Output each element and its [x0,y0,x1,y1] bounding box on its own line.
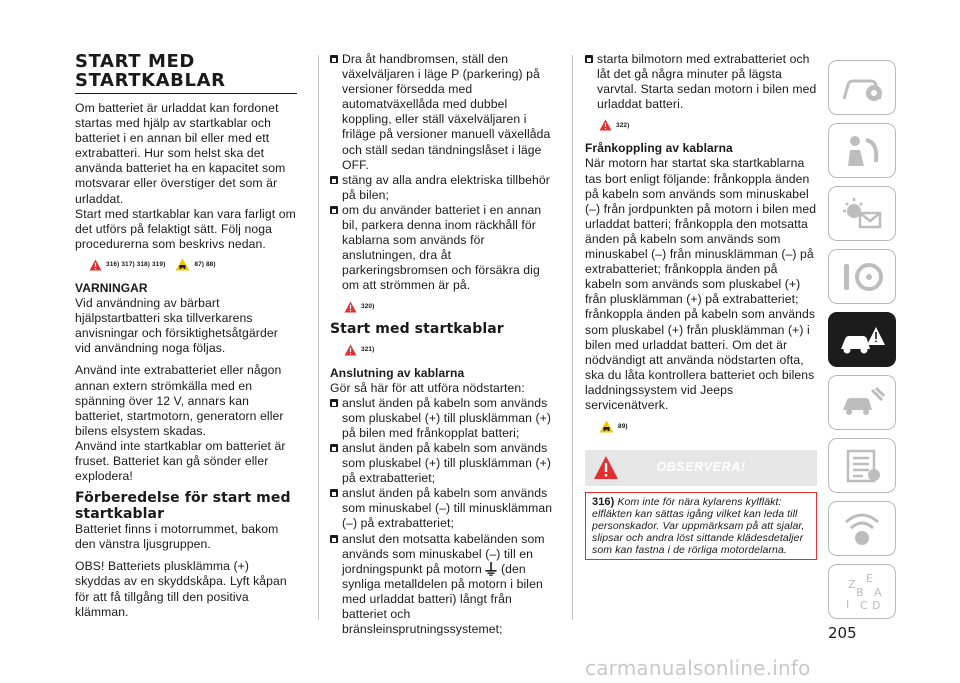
bullet-icon [330,535,338,543]
bullet-icon [330,444,338,452]
warning-ref-320: 320) [344,297,558,317]
preparation-heading: Förberedelse för start med startkablar [75,490,291,523]
bullet-item: starta bilmotorn med extrabatteriet och låt det gå några minuter på lägsta varvtal. Starta sedan motorn i bilen med urladdat batteri. [585,52,817,112]
warning-paragraph-1: Vid användning av bärbart hjälpstartbatteri ska tillverkarens anvisningar och försiktighetsåtgärder vid användning noga följas. [75,296,278,356]
svg-text:A: A [874,585,882,599]
svg-text:B: B [856,585,864,599]
bullet-item: anslut änden på kabeln som används som minuskabel (–) till minusklämman (–) på extrabatteriet; [330,486,558,531]
svg-text:Z: Z [848,577,856,591]
page-number: 205 [828,624,857,642]
preparation-paragraph-2: OBS! Batteriets plusklämma (+) skyddas av en skyddskåpa. Lyft kåpan för att få tillgång till den positiva klämman. [75,559,287,619]
bullet-icon [330,399,338,407]
tab-lights[interactable] [828,186,896,241]
bullet-icon [330,206,338,214]
dashboard-icon [838,69,886,107]
safety-icon [838,132,886,170]
svg-text:C: C [860,598,868,612]
danger-icon [89,259,102,271]
bullet-icon [330,176,338,184]
danger-icon [599,119,612,131]
ground-symbol-icon [485,562,497,576]
intro-paragraph-2: Start med startkablar kan vara farligt om det utförs på felaktigt sätt. Följ noga procedurerna som beskrivs nedan. [75,206,296,251]
tab-technical-data[interactable] [828,438,896,493]
bullet-item: anslut den motsatta kabeländen som används som minuskabel (–) till en jordningspunkt på motorn (den synliga metalldelen på motorn i bilen med urladdat batteri) långt från batteriet och bränsleinsprutningssystemet; [330,532,558,638]
bullet-item: om du använder batteriet i en annan bil, parkera denna inom räckhåll för kablarna som används för anslutningen, dra åt parkeringsbromsen och försäkra dig om att strömmen är på. [330,203,558,294]
disconnection-paragraph: När motorn har startat ska startkablarna tas bort enligt följande: frånkoppla änden på kabeln som används som minuskabel (–) från jordpunkten på motorn i bilen med urladdat batteri; frånkoppla den motsatta änden på kabeln som används som minuskabel (–) från minusklämman (–) på extrabatteriet; frånkoppla änden på kabeln som används som pluskabel (+) från plusklämman (+) på extrabatteriet; frånkoppla änden på kabeln som används som pluskabel (+) från plusklämman (+) i bilen med urladdat batteri. Om det är nödvändigt att använda nödstarten ofta, ska du låta kontrollera batteriet och bilens laddningssystem vid Jeeps servicenätverk. [585,156,817,412]
multimedia-icon [838,510,886,548]
caution-box [585,492,817,560]
warning-refs [89,255,297,275]
bullet-item: Dra åt handbromsen, ställ den växelväljaren i läge P (parkering) på versioner försedda med automatväxellåda med dubbel koppling, eller ställ växelväljaren i friläge på versioner manuell växellåda och ställ sedan tändningslåset i läge OFF. [330,52,558,173]
tab-safety[interactable] [828,123,896,178]
danger-refs: 316) 317) 318) 319) [106,261,166,269]
tab-maintenance[interactable] [828,375,896,430]
starting-driving-icon [838,258,886,296]
connection-intro: Gör så här för att utföra nödstarten: [330,380,525,395]
watermark: carmanualsonline.info [585,656,811,680]
page-title [75,52,297,94]
warnings-heading: VARNINGAR [75,280,148,295]
svg-text:E: E [866,571,873,585]
preparation-paragraph-1: Batteriet finns i motorrummet, bakom den vänstra ljusgruppen. [75,522,279,552]
caution-refs: 87) 88) [194,261,216,269]
emergency-icon [837,321,887,359]
caution-title: OBSERVERA! [656,460,746,475]
svg-text:I: I [846,597,850,611]
disconnection-heading: Frånkoppling av kablarna [585,141,733,156]
title-line-2: STARTKABLAR [75,70,226,91]
warning-ref-321: 321) [344,340,558,360]
intro-paragraph: Om batteriet är urladdat kan fordonet startas med hjälp av startkablar och batteriet i en annan bil eller med ett extrabatteri. Hur som helst ska det använda batteriet ha en kapacitet som motsvarar eller överstiger det som är urladdat. [75,101,286,206]
column-1 [75,52,297,620]
bullet-item: anslut änden på kabeln som används som pluskabel (+) till plusklämman (+) på extrabatteriet; [330,441,558,486]
caution-header [585,450,817,486]
warning-ref-322: 322) [599,115,817,135]
bullet-item: stäng av alla andra elektriska tillbehör på bilen; [330,173,558,203]
warning-paragraph-3: Använd inte startkablar om batteriet är fruset. Batteriet kan gå sönder eller explodera! [75,438,286,484]
warning-paragraph-2: Använd inte extrabatteriet eller någon annan extern strömkälla med en spänning över 12 V, annars kan batteriet, startmotorn, generatorn eller bilens elsystem skadas. [75,363,284,438]
column-3 [585,52,817,560]
title-line-1: START MED [75,51,195,72]
tab-dashboard[interactable] [828,60,896,115]
caution-ref-89: 89) [599,416,817,436]
tab-starting-driving[interactable] [828,249,896,304]
danger-icon [344,344,357,356]
tab-multimedia[interactable] [828,501,896,556]
bullet-item: anslut änden på kabeln som används som pluskabel (+) till plusklämman (+) på bilen med frånkopplat batteri; [330,396,558,441]
caution-text: Kom inte för nära kylarens kylfläkt: elfläkten kan sättas igång vilket kan leda till personskador. Var uppmärksam på att sjalar, slipsar och andra löst sittande klädesdetaljer som kan fastna i de rörliga motordelarna. [592,496,805,557]
tab-emergency[interactable] [828,312,896,367]
lights-icon [838,195,886,233]
column-2 [330,52,558,637]
connection-heading: Anslutning av kablarna [330,365,465,380]
column-divider-1 [318,55,319,620]
technical-data-icon [838,447,886,485]
column-divider-2 [572,55,573,620]
bullet-icon [330,55,338,63]
bullet-icon [330,489,338,497]
danger-icon [344,301,357,313]
start-heading: Start med startkablar [330,320,504,337]
tab-index[interactable] [828,564,896,619]
bullet-icon [585,55,593,63]
maintenance-icon [838,384,886,422]
index-icon [838,572,886,612]
car-caution-icon [175,258,190,271]
svg-text:D: D [872,598,881,612]
car-caution-icon [599,420,614,433]
caution-number: 316) [592,496,615,509]
